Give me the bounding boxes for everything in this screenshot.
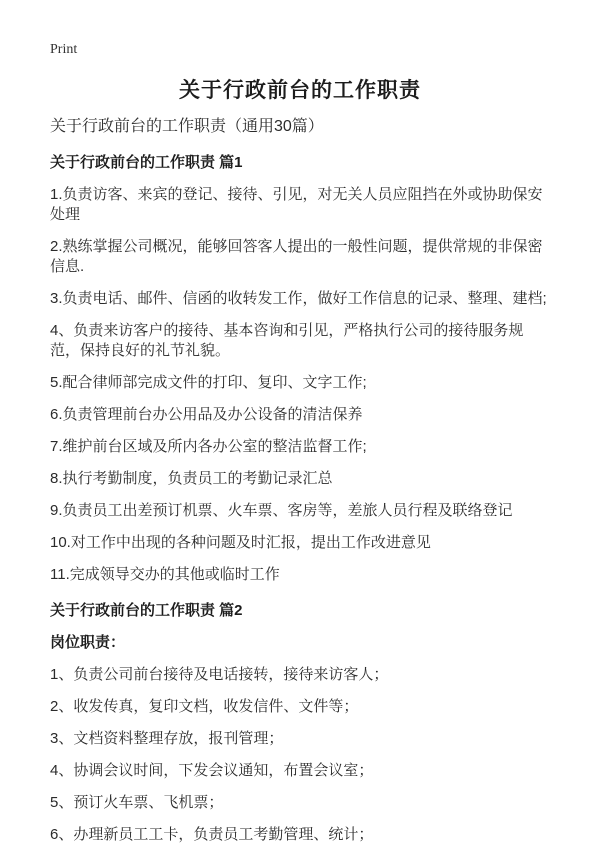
- list-item: 9.负责员工出差预订机票、火车票、客房等，差旅人员行程及联络登记: [50, 502, 513, 519]
- section-2-subheading: 岗位职责：: [50, 634, 126, 651]
- list-item: 1、负责公司前台接待及电话接转，接待来访客人；: [50, 666, 389, 683]
- list-item: 6、办理新员工工卡，负责员工考勤管理、统计；: [50, 826, 374, 843]
- list-item: 10.对工作中出现的各种问题及时汇报，提出工作改进意见: [50, 534, 431, 551]
- list-item: 2、收发传真，复印文档，收发信件、文件等；: [50, 698, 359, 715]
- list-item: 3.负责电话、邮件、信函的收转发工作，做好工作信息的记录、整理、建档;: [50, 290, 547, 307]
- list-item: 8.执行考勤制度，负责员工的考勤记录汇总: [50, 470, 333, 487]
- list-item: 5.配合律师部完成文件的打印、复印、文字工作;: [50, 374, 367, 391]
- list-item: 2.熟练掌握公司概况，能够回答客人提出的一般性问题，提供常规的非保密信息.: [50, 238, 543, 275]
- list-item: 1.负责访客、来宾的登记、接待、引见，对无关人员应阻挡在外或协助保安处理: [50, 186, 543, 223]
- list-item: 4、负责来访客户的接待、基本咨询和引见，严格执行公司的接待服务规范，保持良好的礼节礼貌。: [50, 322, 524, 359]
- list-item: 6.负责管理前台办公用品及办公设备的清洁保养: [50, 406, 363, 423]
- list-item: 4、协调会议时间，下发会议通知，布置会议室；: [50, 762, 374, 779]
- section-1-heading: 关于行政前台的工作职责 篇1: [50, 154, 243, 171]
- page-title: 关于行政前台的工作职责: [179, 79, 421, 102]
- section-2-heading: 关于行政前台的工作职责 篇2: [50, 602, 243, 619]
- list-item: 5、预订火车票、飞机票；: [50, 794, 224, 811]
- list-item: 11.完成领导交办的其他或临时工作: [50, 566, 280, 583]
- list-item: 3、文档资料整理存放，报刊管理；: [50, 730, 284, 747]
- list-item: 7.维护前台区域及所内各办公室的整洁监督工作;: [50, 438, 367, 455]
- print-button[interactable]: Print: [50, 42, 78, 57]
- document-subtitle: 关于行政前台的工作职责（通用30篇）: [50, 118, 324, 135]
